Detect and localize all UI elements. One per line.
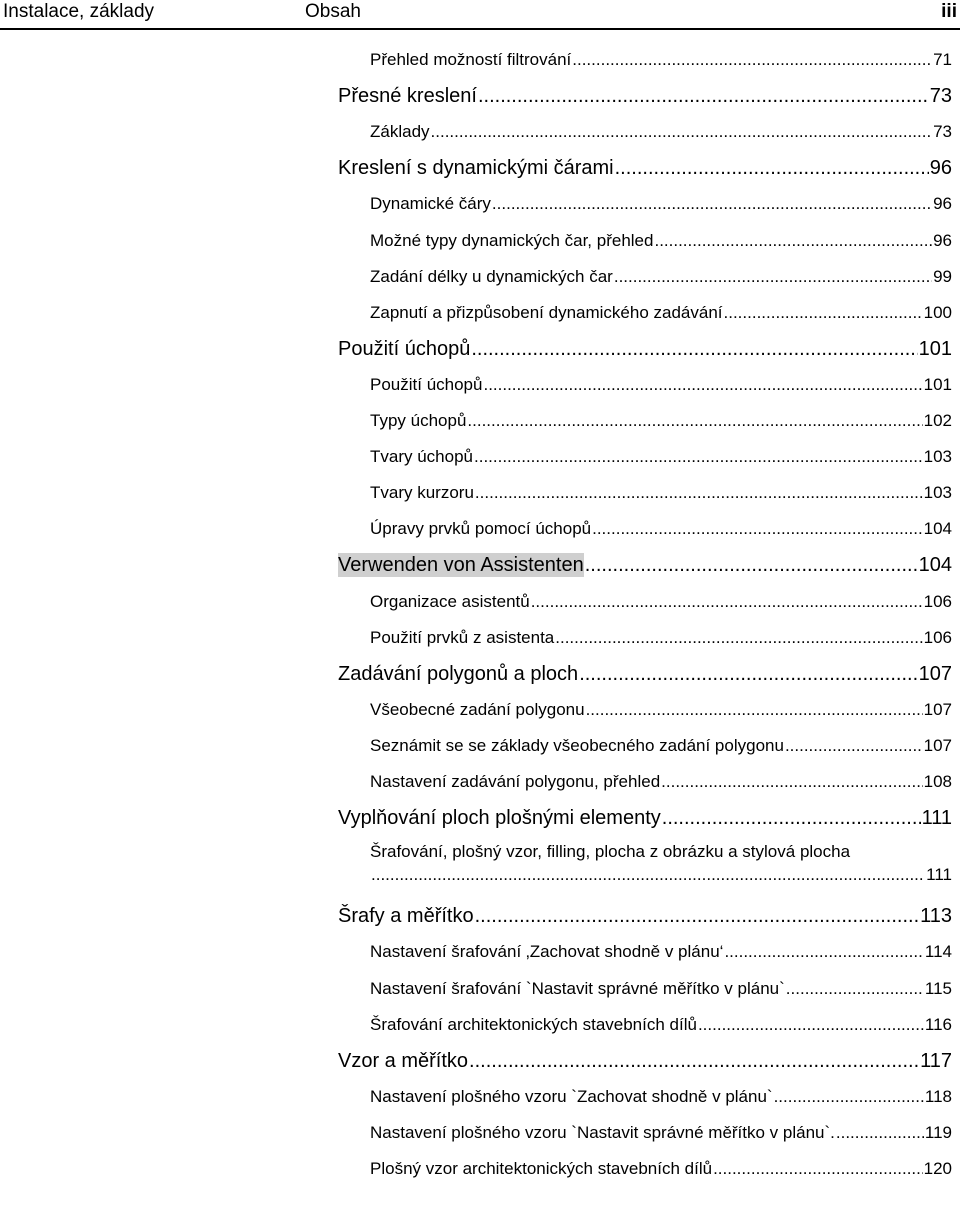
toc-entry-title: Použití prvků z asistenta xyxy=(370,627,555,647)
toc-page-number: 115 xyxy=(924,978,952,998)
toc-page-number: 100 xyxy=(923,302,952,322)
toc-entry-title: Nastavení zadávání polygonu, přehled xyxy=(370,772,661,791)
toc-entry[interactable] xyxy=(370,1123,952,1143)
toc-page-number: 119 xyxy=(924,1122,952,1142)
toc-page-number: 116 xyxy=(924,1014,952,1034)
dot-leader xyxy=(492,194,932,214)
toc-chapter-entry[interactable] xyxy=(338,337,952,361)
toc-entry[interactable] xyxy=(370,267,952,287)
toc-entry[interactable] xyxy=(370,519,952,539)
toc-entry-title: Použití úchopů xyxy=(338,337,471,360)
toc-page-number: 103 xyxy=(923,483,952,503)
toc-page-number: 108 xyxy=(923,772,952,791)
toc-chapter-entry[interactable] xyxy=(338,553,952,577)
toc-page-number: 111 xyxy=(926,865,952,885)
header-section-title: Obsah xyxy=(305,1,361,22)
toc-entry[interactable] xyxy=(370,736,952,756)
toc-page-number: 106 xyxy=(923,627,952,647)
toc-entry[interactable] xyxy=(370,447,952,467)
dot-leader xyxy=(483,375,922,395)
toc-entry[interactable] xyxy=(370,979,952,999)
dot-leader xyxy=(586,700,923,720)
toc-entry[interactable] xyxy=(370,1015,952,1035)
toc-entry-title: Vzor a měřítko xyxy=(338,1049,469,1072)
toc-entry[interactable] xyxy=(370,772,952,792)
dot-leader xyxy=(662,806,921,830)
toc-page-number: 73 xyxy=(933,122,952,142)
toc-entry[interactable] xyxy=(370,628,952,648)
toc-page-number: 118 xyxy=(924,1086,952,1106)
toc-entry-title[interactable]: Šrafování, plošný vzor, filling, plocha z obrázku a stylová plocha xyxy=(370,842,851,862)
toc-entry-title: Přehled možností filtrování xyxy=(370,50,572,69)
toc-page-number: 117 xyxy=(920,1049,952,1072)
toc-entry-title: Základy xyxy=(370,122,430,142)
dot-leader xyxy=(579,662,917,686)
toc-page-number: 96 xyxy=(933,194,952,214)
toc-entry-title: Zadávání polygonů a ploch xyxy=(338,662,579,685)
toc-entry-title: Nastavení šrafování ‚Zachovat shodně v plánu‘ xyxy=(370,942,724,962)
dot-leader xyxy=(475,904,920,928)
dot-leader xyxy=(614,267,932,287)
toc-entry[interactable] xyxy=(370,942,952,962)
toc-page-number: 104 xyxy=(923,519,952,539)
toc-entry-title: Seznámit se se základy všeobecného zadání polygonu xyxy=(370,735,784,755)
toc-entry-title: Tvary úchopů xyxy=(370,447,473,467)
dot-leader xyxy=(371,865,925,885)
dot-leader xyxy=(724,303,923,323)
dot-leader xyxy=(469,1049,919,1073)
dot-leader xyxy=(585,553,918,577)
toc-entry[interactable] xyxy=(370,122,952,142)
toc-entry[interactable] xyxy=(370,375,952,395)
toc-entry[interactable] xyxy=(370,483,952,503)
dot-leader xyxy=(474,447,923,467)
toc-page-number: 104 xyxy=(918,554,952,577)
header-page-number: iii xyxy=(941,1,957,22)
toc-entry-title: Plošný vzor architektonických stavebních dílů xyxy=(370,1159,713,1178)
toc-page-number: 96 xyxy=(929,157,952,180)
toc-page-number: 96 xyxy=(933,230,952,250)
toc-entry[interactable] xyxy=(370,411,952,431)
toc-entry-title: Šrafování architektonických stavebních dílů xyxy=(370,1014,697,1034)
dot-leader xyxy=(475,483,923,503)
dot-leader xyxy=(786,979,924,999)
dot-leader xyxy=(654,231,932,251)
toc-page-number: 114 xyxy=(924,942,952,962)
toc-entry[interactable] xyxy=(370,1159,952,1179)
toc-entry-title: Nastavení plošného vzoru `Zachovat shodně v plánu` xyxy=(370,1086,773,1106)
toc-chapter-entry[interactable] xyxy=(338,1049,952,1073)
toc-entry[interactable] xyxy=(370,865,952,885)
toc-chapter-entry[interactable] xyxy=(338,662,952,686)
toc-entry-title: Nastavení plošného vzoru `Nastavit správné měřítko v plánu`. xyxy=(370,1122,835,1142)
toc-entry-title: Nastavení šrafování `Nastavit správné měřítko v plánu` xyxy=(370,978,785,998)
toc-entry-title: Tvary kurzoru xyxy=(370,483,474,503)
dot-leader xyxy=(555,628,922,648)
toc-page-number: 106 xyxy=(923,591,952,611)
toc-page-number: 99 xyxy=(933,266,952,286)
toc-entry-title: Šrafy a měřítko xyxy=(338,905,474,928)
toc-entry[interactable] xyxy=(370,700,952,720)
dot-leader xyxy=(531,592,923,612)
toc-page-number: 103 xyxy=(923,447,952,467)
toc-chapter-entry[interactable] xyxy=(338,904,952,928)
toc-entry-title: Organizace asistentů xyxy=(370,591,530,611)
dot-leader xyxy=(836,1123,924,1143)
toc-page-number: 101 xyxy=(923,374,952,394)
toc-entry-title: Dynamické čáry xyxy=(370,194,491,214)
toc-page-number: 71 xyxy=(933,50,952,69)
toc-page-number: 107 xyxy=(918,662,952,685)
toc-entry[interactable] xyxy=(370,592,952,612)
dot-leader xyxy=(572,50,932,70)
toc-entry-title: Zapnutí a přizpůsobení dynamického zadávání xyxy=(370,302,723,322)
dot-leader xyxy=(698,1015,924,1035)
toc-entry[interactable] xyxy=(370,50,952,70)
dot-leader xyxy=(467,411,922,431)
toc-entry-title: Typy úchopů xyxy=(370,411,467,430)
toc-entry-title: Verwenden von Assistenten xyxy=(338,554,584,577)
dot-leader xyxy=(478,84,929,108)
toc-entry[interactable] xyxy=(370,1087,952,1107)
dot-leader xyxy=(724,942,923,962)
toc-chapter-entry[interactable] xyxy=(338,84,952,108)
dot-leader xyxy=(592,519,923,539)
toc-chapter-entry[interactable] xyxy=(338,806,952,830)
toc-page-number: 101 xyxy=(918,337,952,360)
toc-entry[interactable] xyxy=(370,194,952,214)
toc-page-number: 102 xyxy=(923,411,952,430)
dot-leader xyxy=(615,156,929,180)
toc-entry[interactable] xyxy=(370,231,952,251)
toc-page-number: 113 xyxy=(920,905,952,928)
toc-chapter-entry[interactable] xyxy=(338,156,952,180)
toc-page-number: 120 xyxy=(923,1159,952,1178)
toc-page-number: 73 xyxy=(929,85,952,108)
header-book-title: Instalace, základy xyxy=(3,1,155,22)
toc-entry-title: Přesné kreslení xyxy=(338,85,477,108)
dot-leader xyxy=(661,772,922,792)
dot-leader xyxy=(785,736,923,756)
toc-entry-title: Vyplňování ploch plošnými elementy xyxy=(338,807,661,830)
toc-entry-title: Použití úchopů xyxy=(370,374,483,394)
toc-entry-title: Úpravy prvků pomocí úchopů xyxy=(370,519,592,539)
toc-page-number: 107 xyxy=(923,735,952,755)
toc-entry-title: Všeobecné zadání polygonu xyxy=(370,699,585,719)
toc-page-number: 107 xyxy=(923,699,952,719)
dot-leader xyxy=(471,337,917,361)
toc-entry-title: Zadání délky u dynamických čar xyxy=(370,266,613,286)
toc-entry-title: Kreslení s dynamickými čárami xyxy=(338,157,614,180)
toc-page-number: 111 xyxy=(921,807,952,830)
dot-leader xyxy=(431,122,933,142)
toc-entry[interactable] xyxy=(370,303,952,323)
dot-leader xyxy=(713,1159,923,1179)
toc-entry-title: Možné typy dynamických čar, přehled xyxy=(370,230,654,250)
dot-leader xyxy=(774,1087,924,1107)
